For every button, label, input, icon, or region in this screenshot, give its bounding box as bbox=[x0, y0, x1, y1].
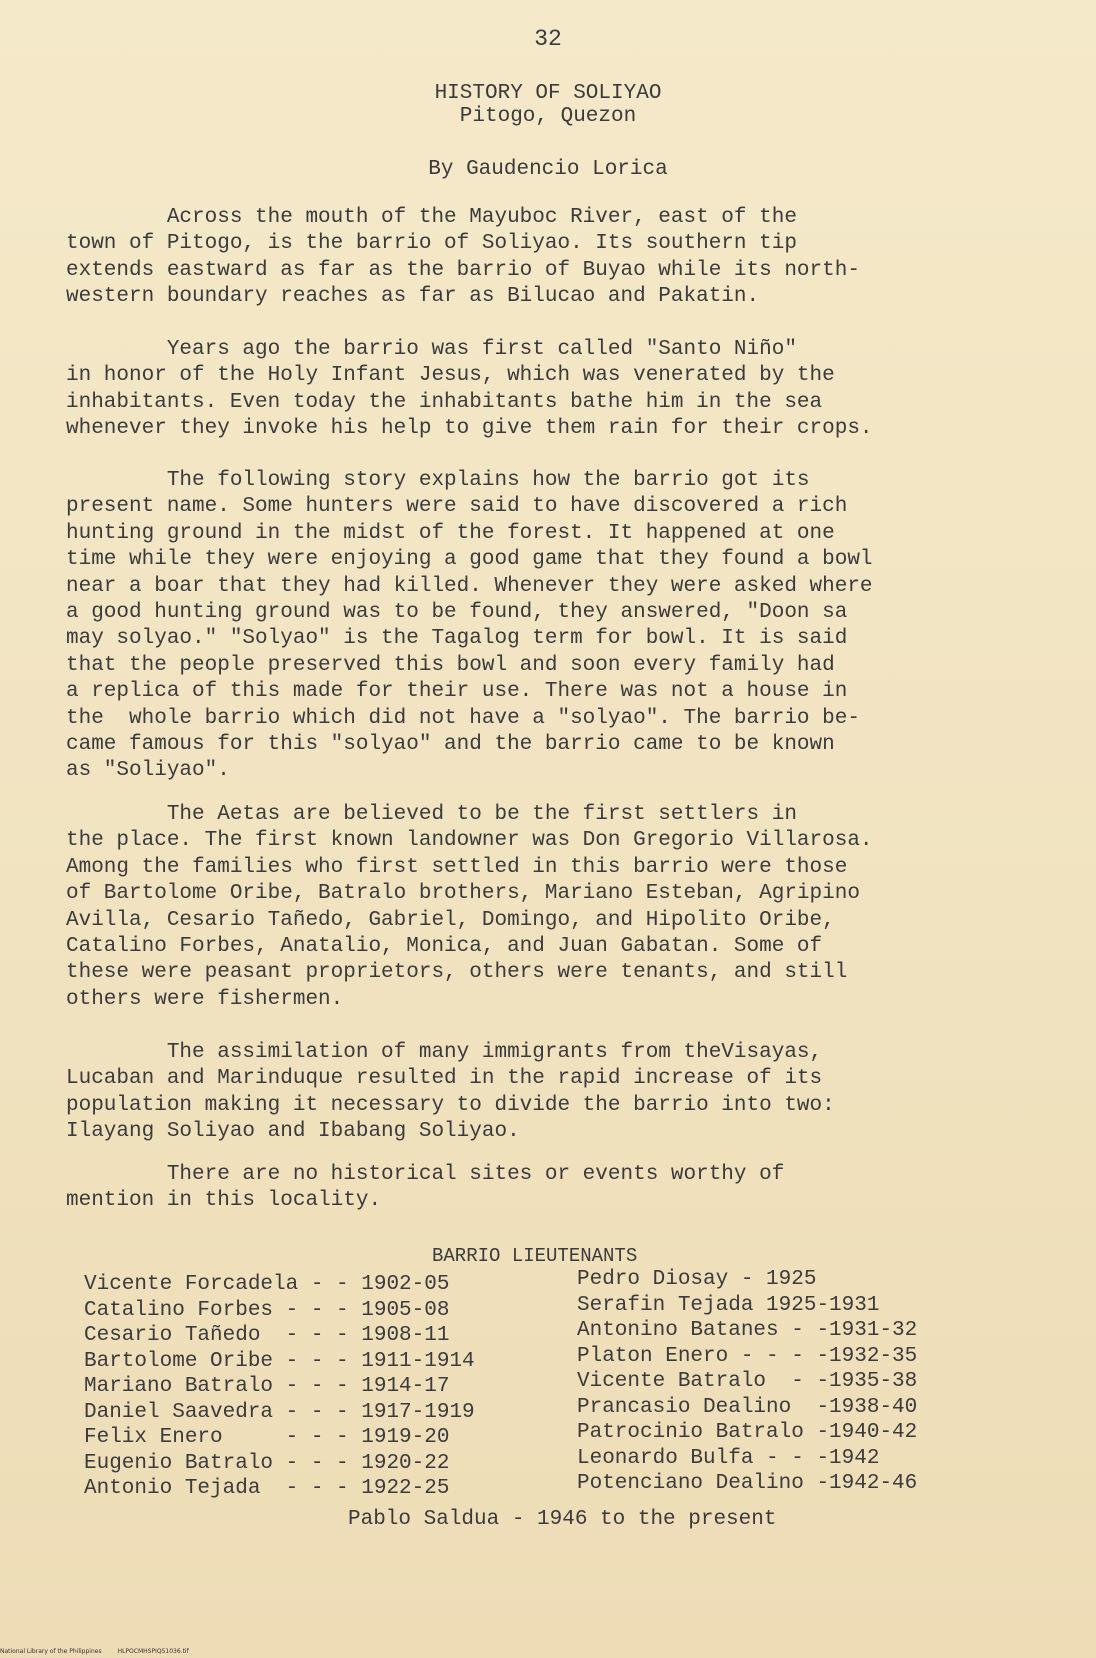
paragraph-location: Across the mouth of the Mayuboc River, east of the town of Pitogo, is the barrio of Soliyao. Its southern tip extends eastward as far as the barrio of Buyao while its north- western boundary reaches as far as Bilucao and Pakatin. bbox=[66, 206, 860, 309]
scan-footer bbox=[0, 1648, 205, 1655]
footer-file: HLPOCMHSPIQ51036.tif bbox=[117, 1648, 189, 1655]
byline: By Gaudencio Lorica bbox=[428, 158, 668, 181]
page-number: 32 bbox=[534, 26, 562, 52]
lieutenants-left-column bbox=[84, 1272, 475, 1502]
lieutenant-entry: Eugenio Batralo - - - 1920-22 bbox=[84, 1451, 450, 1475]
paragraph-historical-sites: There are no historical sites or events worthy of mention in this locality. bbox=[66, 1163, 785, 1213]
lieutenant-entry: Vicente Forcadela - - 1902-05 bbox=[84, 1273, 450, 1296]
title-location: Pitogo, Quezon bbox=[459, 105, 637, 128]
title-heading: HISTORY OF SOLIYAO bbox=[434, 82, 662, 105]
lieutenant-entry: Cesario Tañedo - - - 1908-11 bbox=[84, 1324, 450, 1347]
lieutenant-entry: Mariano Batralo - - - 1914-17 bbox=[84, 1375, 450, 1398]
lieutenant-entry: Platon Enero - - - -1932-35 bbox=[577, 1344, 918, 1368]
lieutenant-entry: Antonino Batanes - -1931-32 bbox=[577, 1319, 918, 1342]
lieutenant-entry: Serafin Tejada 1925-1931 bbox=[577, 1293, 880, 1317]
lieutenant-entry: Leonardo Bulfa - - -1942 bbox=[577, 1446, 880, 1470]
lieutenant-entry: Pedro Diosay - 1925 bbox=[577, 1268, 817, 1291]
lieutenant-entry: Felix Enero - - - 1919-20 bbox=[84, 1426, 450, 1449]
paragraph-name-origin: The following story explains how the barrio got its present name. Some hunters were said to have discovered a rich hunting ground in the midst of the forest. It happened at one time while they were enjoying a good game that they found a bowl near a boar that they had killed. Whenever they were asked where a good hunting ground was to be found, they answered, "Doon sa may solyao." "Solyao" is the Tagalog term for bowl. It is said that the people preserved this bowl and soon every family had a replica of this made for their use. There was not a house in the whole barrio which did not have a "solyao". The barrio be- came famous for this "solyao" and the barrio came to be known as "Soliyao". bbox=[66, 469, 873, 783]
lieutenant-entry: Prancasio Dealino -1938-40 bbox=[577, 1395, 918, 1419]
lieutenant-current: Pablo Saldua - 1946 to the present bbox=[348, 1508, 777, 1531]
lieutenant-entry: Antonio Tejada - - - 1922-25 bbox=[84, 1477, 450, 1500]
lieutenant-entry: Daniel Saavedra - - - 1917-1919 bbox=[84, 1400, 475, 1424]
paragraph-settlers: The Aetas are believed to be the first settlers in the place. The first known landowner was Don Gregorio Villarosa. Among the families who first settled in this barrio were those of Bartolome Oribe, Batralo brothers, Mariano Esteban, Agripino Avilla, Cesario Tañedo, Gabriel, Domingo, and Hipolito Oribe, Catalino Forbes, Anatalio, Monica, and Juan Gabatan. Some of these were peasant proprietors, others were tenants, and still others were fishermen. bbox=[66, 803, 873, 1011]
lieutenants-heading: BARRIO LIEUTENANTS bbox=[432, 1245, 638, 1267]
paragraph-immigrants: The assimilation of many immigrants from theVisayas, Lucaban and Marinduque resulted in the rapid increase of its population making it necessary to divide the barrio into two: Ilayang Soliyao and Ibabang Soliyao. bbox=[66, 1041, 835, 1144]
lieutenant-entry: Patrocinio Batralo -1940-42 bbox=[577, 1421, 918, 1444]
footer-library: National Library of the Philippines bbox=[0, 1648, 102, 1655]
lieutenants-right-column bbox=[577, 1267, 917, 1497]
lieutenant-entry: Vicente Batralo - -1935-38 bbox=[577, 1370, 918, 1393]
lieutenant-entry: Bartolome Oribe - - - 1911-1914 bbox=[84, 1349, 475, 1373]
lieutenant-entry: Potenciano Dealino -1942-46 bbox=[577, 1472, 918, 1495]
document-title bbox=[0, 82, 1096, 128]
paragraph-santo-nino: Years ago the barrio was first called "Santo Niño" in honor of the Holy Infant Jesus, which was venerated by the inhabitants. Even today the inhabitants bathe him in the sea whenever they invoke his help to give them rain for their crops. bbox=[66, 338, 873, 441]
lieutenant-entry: Catalino Forbes - - - 1905-08 bbox=[84, 1298, 450, 1322]
